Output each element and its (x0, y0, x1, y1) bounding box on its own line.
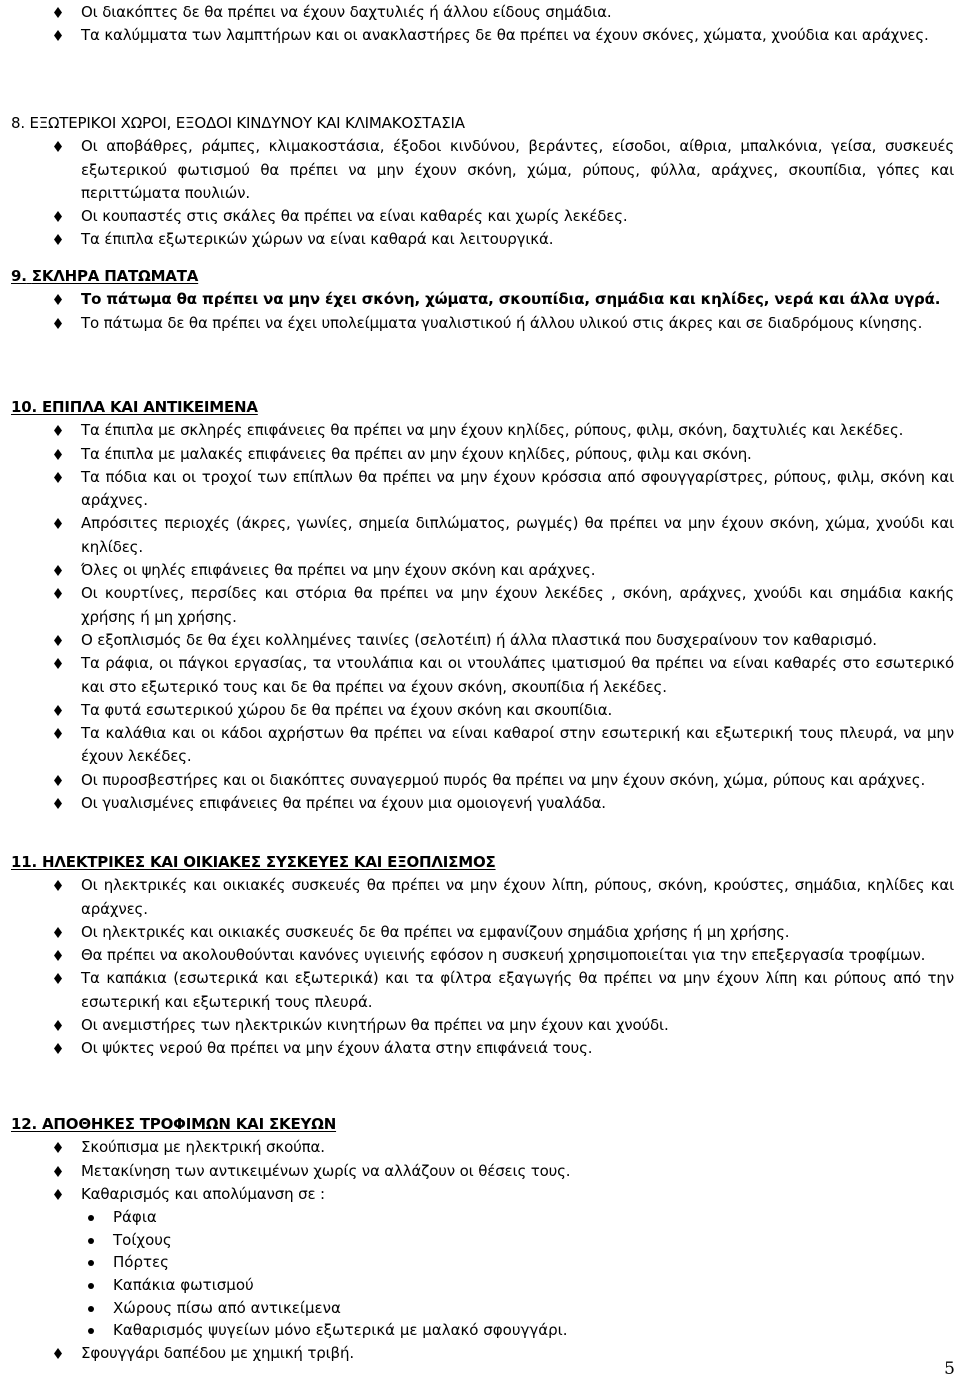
bullet-text: Τα καπάκια (εσωτερικά και εξωτερικά) και τα φίλτρα εξαγωγής θα πρέπει να μην έχουν λίπη και ρύπους από την εσωτερική και εξωτερική τους πλευρά. (81, 969, 954, 1011)
bullet-text: Οι κουπαστές στις σκάλες θα πρέπει να είναι καθαρές και χωρίς λεκέδες. (81, 207, 628, 226)
section-title: ΑΠΟΘΗΚΕΣ ΤΡΟΦΙΜΩΝ ΚΑΙ ΣΚΕΥΩΝ (42, 1115, 337, 1133)
diamond-bullet-icon (54, 30, 62, 41)
sub-item-text: Χώρους πίσω από αντικείμενα (113, 1298, 341, 1317)
diamond-bullet-icon (54, 141, 62, 152)
sub-item-text: Καπάκια φωτισμού (113, 1275, 254, 1294)
bullet-text: Τα έπιπλα με μαλακές επιφάνειες θα πρέπει αν μην έχουν κηλίδες, ρύπους, φιλμ και σκόνη. (81, 444, 752, 463)
section-12 (0, 1113, 960, 1365)
section-title: ΕΠΙΠΛΑ ΚΑΙ ΑΝΤΙΚΕΙΜΕΝΑ (42, 398, 258, 416)
diamond-bullet-icon (54, 518, 62, 529)
section-heading (0, 1113, 960, 1136)
section-title: 8. ΕΞΩΤΕΡΙΚΟΙ ΧΩΡΟΙ, ΕΞΟΔΟΙ ΚΙΝΔΥΝΟΥ ΚΑΙ ΚΛΙΜΑΚΟΣΤΑΣΙΑ (11, 114, 465, 132)
diamond-bullet-icon (54, 927, 62, 938)
bullet-text: Ο εξοπλισμός δε θα έχει κολλημένες ταινίες (σελοτέιπ) ή άλλα πλαστικά που δυσχεραίνουν τον καθαρισμό. (81, 630, 877, 649)
list-item (0, 967, 960, 1014)
section-number: 11. (11, 853, 37, 871)
diamond-bullet-icon (54, 588, 62, 599)
section-heading (0, 396, 960, 419)
list-item (0, 582, 960, 629)
list-item (0, 312, 960, 335)
round-bullet-icon (88, 1306, 94, 1312)
page-number: 5 (944, 1359, 955, 1379)
sub-item-text: Πόρτες (113, 1253, 169, 1272)
sub-item-text: Τοίχους (113, 1230, 172, 1249)
section-number: 12. (11, 1115, 37, 1133)
bullet-text: Τα ράφια, οι πάγκοι εργασίας, τα ντουλάπια και οι ντουλάπες ιματισμού θα πρέπει να είναι καθαρές στο εσωτερικό και στο εξωτερικό τους και δε θα πρέπει να έχουν σκόνη, σκουπίδια ή λεκέδες. (81, 654, 954, 696)
list-item (0, 288, 960, 311)
section-10 (0, 396, 960, 815)
diamond-bullet-icon (54, 1020, 62, 1031)
round-bullet-icon (88, 1260, 94, 1266)
round-bullet-icon (88, 1328, 94, 1334)
diamond-bullet-icon (54, 7, 62, 18)
list-item (0, 1342, 960, 1365)
bullet-text: Το πάτωμα θα πρέπει να μην έχει σκόνη, χώματα, σκουπίδια, σημάδια και κηλίδες, νερά και άλλα υγρά. (81, 290, 941, 309)
bullet-text: Οι ηλεκτρικές και οικιακές συσκευές δε θα πρέπει να εμφανίζουν σημάδια χρήσης ή μη χρήσης. (81, 922, 790, 941)
diamond-bullet-icon (54, 1348, 62, 1359)
list-item (0, 228, 960, 251)
bullet-text: Απρόσιτες περιοχές (άκρες, γωνίες, σημεία διπλώματος, ρωγμές) θα πρέπει να μην έχουν σκόνη, χώμα, χνούδι και κηλίδες. (81, 514, 954, 556)
bullet-text: Τα πόδια και οι τροχοί των επίπλων θα πρέπει να μην έχουν κρόσσια από σφουγγαρίστρες, ρύπους, φιλμ, σκόνη και αράχνες. (81, 467, 954, 510)
section-heading (0, 265, 960, 288)
bullet-text: Τα καλύμματα των λαμπτήρων και οι ανακλαστήρες δε θα πρέπει να έχουν σκόνες, χώματα, χνούδια και αράχνες. (81, 26, 929, 45)
bullet-text: Οι διακόπτες δε θα πρέπει να έχουν δαχτυλιές ή άλλου είδους σημάδια. (81, 3, 612, 21)
list-item (0, 559, 960, 582)
list-item (0, 769, 960, 792)
list-item (0, 722, 960, 769)
list-item (0, 466, 960, 513)
section-11 (0, 851, 960, 1061)
diamond-bullet-icon (54, 1043, 62, 1054)
diamond-bullet-icon (54, 318, 62, 329)
diamond-bullet-icon (54, 705, 62, 716)
sub-list-item (0, 1297, 960, 1320)
round-bullet-icon (88, 1215, 94, 1221)
bullet-text: Οι ψύκτες νερού θα πρέπει να μην έχουν άλατα στην επιφάνειά τους. (81, 1039, 593, 1058)
bullet-text: Οι αποβάθρες, ράμπες, κλιμακοστάσια, έξοδοι κινδύνου, βεράντες, είσοδοι, αίθρια, μπαλκόνια, γείσα, συσκευές εξωτερικού φωτισμού θα πρέπει να μην έχουν σκόνη, χώμα, ρύπους, φύλλα, αράχνες, σκουπίδια, γόπες και περιττώματα πουλιών. (81, 137, 954, 202)
diamond-bullet-icon (54, 950, 62, 961)
diamond-bullet-icon (54, 234, 62, 245)
section-title: ΣΚΛΗΡΑ ΠΑΤΩΜΑΤΑ (31, 267, 199, 285)
section-heading (0, 112, 960, 135)
round-bullet-icon (88, 1283, 94, 1289)
bullet-text: Οι ανεμιστήρες των ηλεκτρικών κινητήρων θα πρέπει να μην έχουν και χνούδι. (81, 1016, 669, 1035)
bullet-text: Θα πρέπει να ακολουθούνται κανόνες υγιεινής εφόσον η συσκευή χρησιμοποιείται για την επεξεργασία τροφίμων. (81, 946, 926, 965)
list-item (0, 944, 960, 967)
sub-list-item (0, 1319, 960, 1342)
list-item (0, 629, 960, 652)
bullet-text: Οι πυροσβεστήρες και οι διακόπτες συναγερμού πυρός θα πρέπει να μην έχουν σκόνη, χώμα, ρύπους και αράχνες. (81, 770, 926, 789)
sub-item-text: Καθαρισμός ψυγείων μόνο εξωτερικά με μαλακό σφουγγάρι. (113, 1321, 568, 1340)
bullet-text: Τα έπιπλα με σκληρές επιφάνειες θα πρέπει να μην έχουν κηλίδες, ρύπους, φιλμ, σκόνη, δαχτυλιές και λεκέδες. (81, 421, 904, 440)
intro-list (0, 1, 960, 48)
bullet-text: Καθαρισμός και απολύμανση σε : (81, 1184, 325, 1203)
list-item (0, 1037, 960, 1060)
section-8 (0, 112, 960, 252)
round-bullet-icon (88, 1238, 94, 1244)
list-item (0, 1160, 960, 1183)
section-number: 10. (11, 398, 37, 416)
list-item (0, 1014, 960, 1037)
diamond-bullet-icon (54, 211, 62, 222)
diamond-bullet-icon (54, 472, 62, 483)
diamond-bullet-icon (54, 294, 62, 305)
list-item (0, 205, 960, 228)
bullet-text: Όλες οι ψηλές επιφάνειες θα πρέπει να μην έχουν σκόνη και αράχνες. (81, 561, 596, 580)
list-item (0, 24, 960, 47)
list-item (0, 1136, 960, 1159)
bullet-text: Το πάτωμα δε θα πρέπει να έχει υπολείμματα γυαλιστικού ή άλλου υλικού στις άκρες και σε διαδρόμους κίνησης. (81, 313, 923, 332)
list-item (0, 135, 960, 205)
list-item (0, 699, 960, 722)
diamond-bullet-icon (54, 798, 62, 809)
list-item (0, 419, 960, 442)
diamond-bullet-icon (54, 973, 62, 984)
bullet-text: Σκούπισμα με ηλεκτρική σκούπα. (81, 1138, 325, 1157)
sub-list-item (0, 1229, 960, 1252)
diamond-bullet-icon (54, 1189, 62, 1200)
diamond-bullet-icon (54, 658, 62, 669)
list-item (0, 652, 960, 699)
bullet-text: Τα έπιπλα εξωτερικών χώρων να είναι καθαρά και λειτουργικά. (81, 230, 554, 249)
sub-list (0, 1206, 960, 1342)
diamond-bullet-icon (54, 449, 62, 460)
list-item (0, 874, 960, 921)
bullet-text: Τα καλάθια και οι κάδοι αχρήστων θα πρέπει να είναι καθαροί στην εσωτερική και εξωτερική τους πλευρά, να μην έχουν λεκέδες. (81, 724, 954, 766)
diamond-bullet-icon (54, 1166, 62, 1177)
list-item (0, 1183, 960, 1206)
sub-list-item (0, 1251, 960, 1274)
section-number: 9. (11, 267, 27, 285)
section-title: ΗΛΕΚΤΡΙΚΕΣ ΚΑΙ ΟΙΚΙΑΚΕΣ ΣΥΣΚΕΥΕΣ ΚΑΙ ΕΞΟΠΛΙΣΜΟΣ (42, 853, 496, 871)
list-item (0, 921, 960, 944)
bullet-text: Οι κουρτίνες, περσίδες και στόρια θα πρέπει να μην έχουν λεκέδες , σκόνη, αράχνες, χνούδι και σημάδια κακής χρήσης ή μη χρήσης. (81, 584, 954, 626)
list-item (0, 443, 960, 466)
diamond-bullet-icon (54, 425, 62, 436)
diamond-bullet-icon (54, 728, 62, 739)
diamond-bullet-icon (54, 565, 62, 576)
diamond-bullet-icon (54, 1142, 62, 1153)
list-item (0, 1, 960, 24)
sub-list-item (0, 1274, 960, 1297)
bullet-text: Σφουγγάρι δαπέδου με χημική τριβή. (81, 1343, 354, 1362)
bullet-text: Οι ηλεκτρικές και οικιακές συσκευές θα πρέπει να μην έχουν λίπη, ρύπους, σκόνη, κρούστες, σημάδια, κηλίδες και αράχνες. (81, 876, 954, 918)
section-9 (0, 265, 960, 335)
diamond-bullet-icon (54, 775, 62, 786)
section-heading (0, 851, 960, 874)
list-item (0, 792, 960, 815)
diamond-bullet-icon (54, 880, 62, 891)
bullet-text: Τα φυτά εσωτερικού χώρου δε θα πρέπει να έχουν σκόνη και σκουπίδια. (81, 700, 613, 719)
sub-list-item (0, 1206, 960, 1229)
sub-item-text: Ράφια (113, 1208, 157, 1227)
bullet-text: Οι γυαλισμένες επιφάνειες θα πρέπει να έχουν μια ομοιογενή γυαλάδα. (81, 794, 606, 813)
bullet-text: Μετακίνηση των αντικειμένων χωρίς να αλλάζουν οι θέσεις τους. (81, 1161, 571, 1180)
diamond-bullet-icon (54, 635, 62, 646)
list-item (0, 512, 960, 559)
